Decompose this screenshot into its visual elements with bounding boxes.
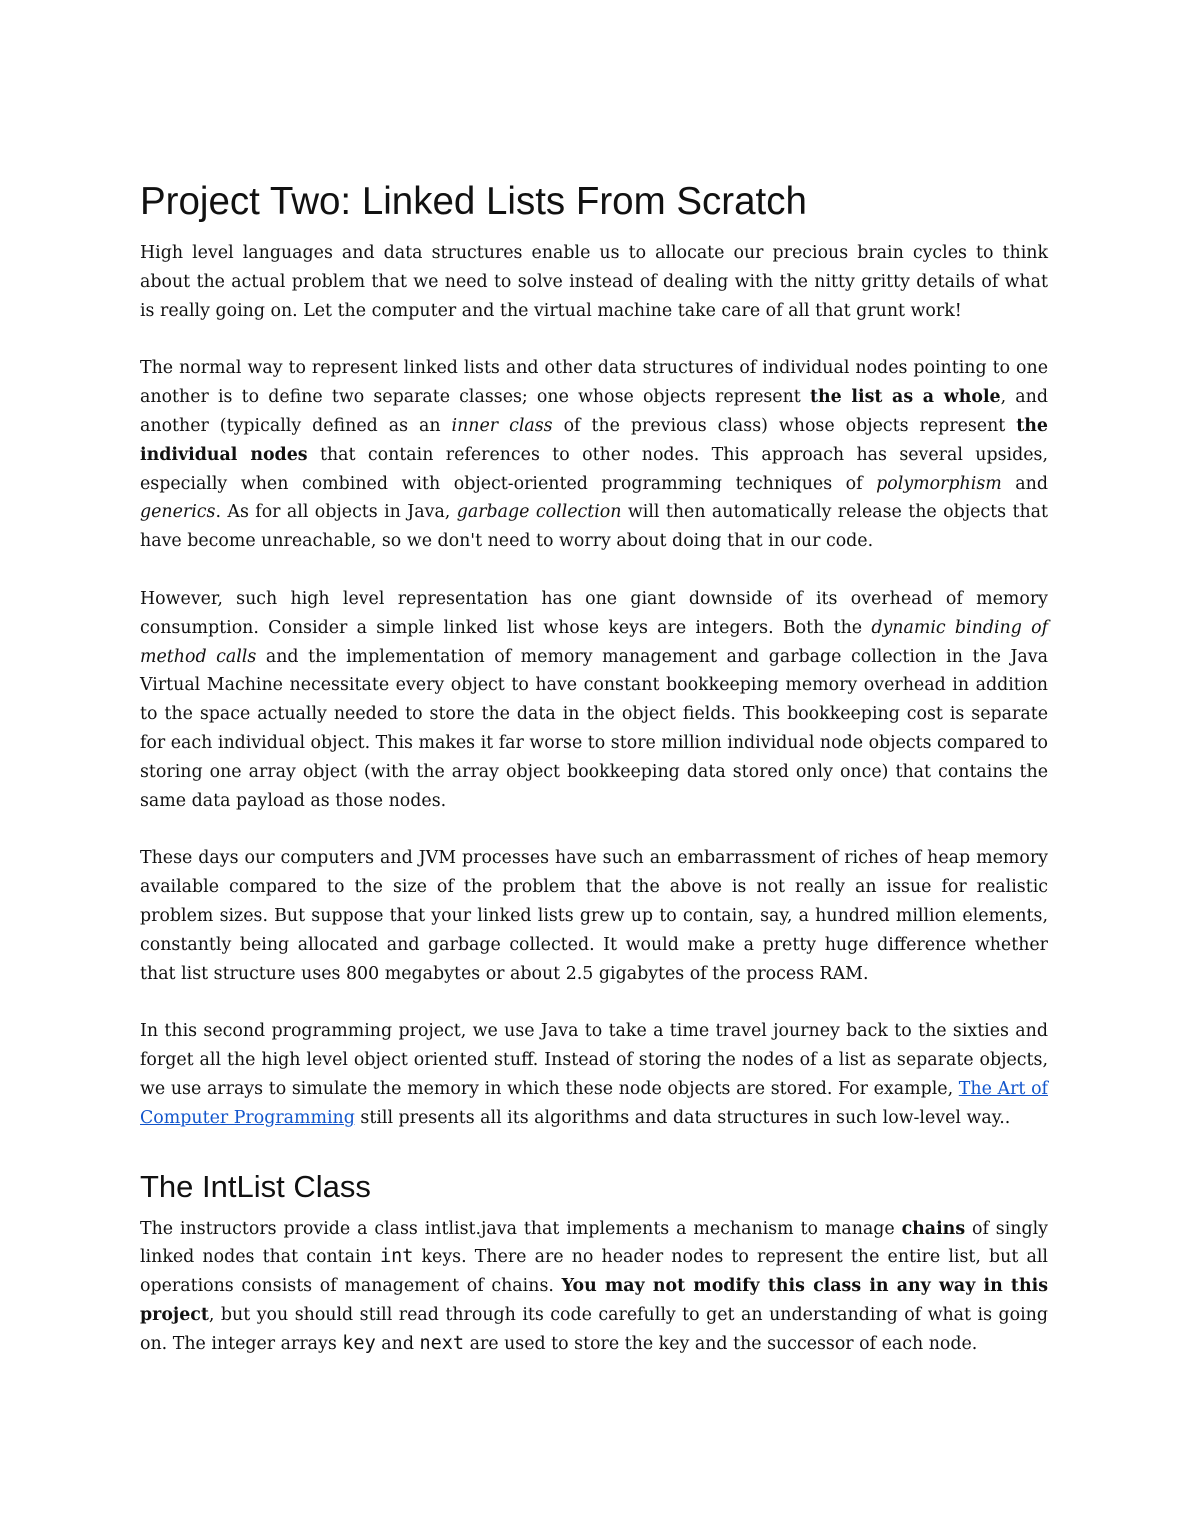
italic-text: generics [140, 502, 216, 523]
document-page [140, 178, 1048, 1388]
page-title: Project Two: Linked Lists From Scratch [140, 180, 807, 223]
code-text: int [379, 1246, 414, 1268]
text-run: are used to store the key and the successor of each node. [464, 1333, 978, 1354]
text-run: The instructors provide a class intlist.java that implements a mechanism to manage [140, 1218, 902, 1239]
text-run: will then automatically release the objects that have become unreachable, so we don't need to worry about doing that in our code. [140, 502, 1048, 552]
taocp-link[interactable]: The Art of Computer Programming [140, 1078, 1048, 1128]
section-heading: The IntList Class [140, 1168, 371, 1204]
bold-text: the individual nodes [140, 415, 1048, 465]
bold-text: You may not modify this class in any way in this project [140, 1276, 1048, 1325]
text-run: of the previous class) whose objects represent [552, 415, 1017, 436]
text-run: that contain references to other nodes. This approach has several upsides, especially when combined with object-oriented programming techniques of [140, 444, 1048, 494]
text-run: The normal way to represent linked lists and other data structures of individual nodes pointing to one another is to define two separate classes; one whose objects represent [140, 358, 1048, 408]
text-run: In this second programming project, we use Java to take a time travel journey back to the sixties and forget all the high level object oriented stuff. Instead of storing the nodes of a list as separate objects, we use arrays to simulate the memory in which these node objects are stored. For example, [140, 1021, 1048, 1099]
project-paragraph [140, 1017, 1048, 1132]
linked-list-classes-paragraph [140, 354, 1048, 556]
italic-text: inner class [451, 415, 553, 436]
text-run: keys. There are no header nodes to represent the entire list, but all operations consists of management of chains. [140, 1247, 1048, 1297]
italic-text: dynamic binding of method calls [140, 617, 1049, 667]
text-run: However, such high level representation has one giant downside of its overhead of memory consumption. Consider a simple linked list whose keys are integers. Both the [140, 588, 1048, 638]
text-run: and [375, 1333, 420, 1354]
text-run: , but you should still read through its code carefully to get an understanding of what is going on. The integer arrays [140, 1304, 1048, 1354]
memory-overhead-paragraph [140, 585, 1048, 815]
text-run: , and another (typically defined as an [140, 387, 1048, 436]
intro-paragraph: High level languages and data structures enable us to allocate our precious brain cycles to think about the actual problem that we need to solve instead of dealing with the nitty gritty details of what is really going on. Let the computer and the virtual machine take care of all that grunt work! [140, 243, 1048, 321]
text-run: of singly linked nodes that contain [140, 1218, 1048, 1268]
intlist-paragraph [140, 1215, 1048, 1359]
heap-memory-paragraph: These days our computers and JVM processes have such an embarrassment of riches of heap memory available compared to the size of the problem that the above is not really an issue for realistic problem sizes. But suppose that your linked lists grew up to contain, say, a hundred million elements, constantly being allocated and garbage collected. It would make a pretty huge difference whether that list structure uses 800 megabytes or about 2.5 gigabytes of the process RAM. [140, 848, 1048, 984]
text-run: . As for all objects in Java, [215, 502, 457, 523]
code-text: key [342, 1332, 376, 1354]
code-text: next [419, 1332, 465, 1354]
bold-text: chains [901, 1218, 966, 1239]
text-run: and [1001, 473, 1048, 494]
text-run: and the implementation of memory management and garbage collection in the Java Virtual Machine necessitate every object to have constant bookkeeping memory overhead in addition to the space actually needed to store the data in the object fields. This bookkeeping cost is separate for each individual object. This makes it far worse to store million individual node objects compared to storing one array object (with the array object bookkeeping data stored only once) that contains the same data payload as those nodes. [140, 646, 1048, 811]
italic-text: polymorphism [876, 473, 1002, 494]
italic-text: garbage collection [456, 502, 622, 523]
bold-text: the list as a whole [809, 387, 1001, 408]
text-run: still presents all its algorithms and data structures in such low-level way.. [354, 1107, 1011, 1128]
